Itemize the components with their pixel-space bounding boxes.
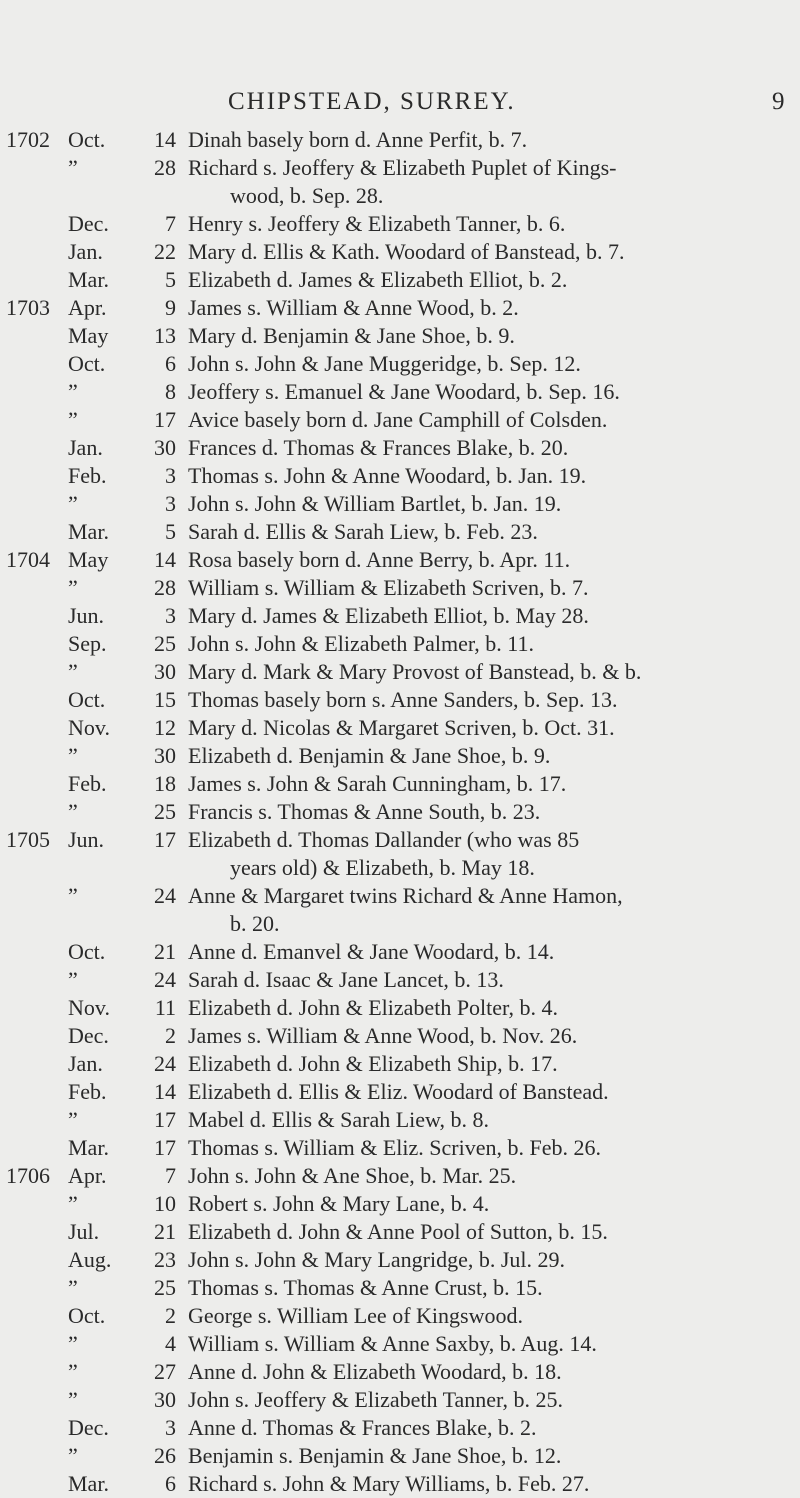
day-label: 14 (154, 127, 176, 152)
entry-text: Sarah d. Isaac & Jane Lancet, b. 13. (188, 967, 504, 992)
day-label: 30 (154, 659, 176, 684)
month-label: Jan. (68, 1051, 103, 1076)
register-entry (0, 1050, 800, 1078)
entry-text: John s. John & Jane Muggeridge, b. Sep. 12. (188, 351, 581, 376)
month-label: Dec. (68, 1023, 109, 1048)
entry-text: James s. John & Sarah Cunningham, b. 17. (188, 771, 567, 796)
page-header (0, 88, 800, 124)
month-label: ” (68, 1443, 78, 1468)
register-entry (0, 294, 800, 322)
entry-text: years old) & Elizabeth, b. May 18. (230, 855, 535, 880)
entry-text: Elizabeth d. Thomas Dallander (who was 85 (188, 827, 580, 852)
entry-text: Mary d. Nicolas & Margaret Scriven, b. Oct. 31. (188, 715, 615, 740)
entry-text: Anne d. John & Elizabeth Woodard, b. 18. (188, 1359, 562, 1384)
day-label: 6 (165, 351, 176, 376)
day-label: 22 (154, 239, 176, 264)
month-label: Mar. (68, 1135, 109, 1160)
register-entry (0, 1358, 800, 1386)
register-entry (0, 126, 800, 154)
entry-text: Thomas s. Thomas & Anne Crust, b. 15. (188, 1275, 543, 1300)
month-label: Jan. (68, 239, 103, 264)
register-entry (0, 1386, 800, 1414)
register-entry (0, 350, 800, 378)
entry-text: Henry s. Jeoffery & Elizabeth Tanner, b. 6. (188, 211, 566, 236)
month-label: ” (68, 1275, 78, 1300)
register-entry (0, 490, 800, 518)
year-label: 1703 (6, 295, 50, 320)
entry-text: James s. William & Anne Wood, b. Nov. 26. (188, 1023, 578, 1048)
day-label: 21 (154, 939, 176, 964)
day-label: 10 (154, 1191, 176, 1216)
entry-text: Elizabeth d. John & Elizabeth Polter, b. 4. (188, 995, 558, 1020)
register-entry (0, 210, 800, 238)
entry-text: Anne d. Thomas & Frances Blake, b. 2. (188, 1415, 537, 1440)
entry-text: Richard s. Jeoffery & Elizabeth Puplet of Kings- (188, 155, 617, 180)
day-label: 12 (154, 715, 176, 740)
entry-text: Mabel d. Ellis & Sarah Liew, b. 8. (188, 1107, 490, 1132)
register-entry (0, 322, 800, 350)
month-label: ” (68, 1107, 78, 1132)
day-label: 30 (154, 743, 176, 768)
register-entry-continuation (0, 182, 800, 210)
day-label: 3 (165, 463, 176, 488)
entry-text: b. 20. (230, 911, 280, 936)
register-entry (0, 1106, 800, 1134)
day-label: 30 (154, 1387, 176, 1412)
entry-text: Dinah basely born d. Anne Perfit, b. 7. (188, 127, 528, 152)
month-label: May (68, 547, 109, 572)
entry-text: John s. John & William Bartlet, b. Jan. 19. (188, 491, 562, 516)
month-label: Apr. (68, 295, 107, 320)
entry-text: Thomas basely born s. Anne Sanders, b. Sep. 13. (188, 687, 618, 712)
register-entry (0, 378, 800, 406)
register-entry (0, 1442, 800, 1470)
month-label: ” (68, 1387, 78, 1412)
entry-text: Thomas s. William & Eliz. Scriven, b. Feb. 26. (188, 1135, 601, 1160)
register-entry (0, 1162, 800, 1190)
day-label: 7 (165, 211, 176, 236)
month-label: ” (68, 155, 78, 180)
day-label: 26 (154, 1443, 176, 1468)
month-label: ” (68, 1331, 78, 1356)
entry-text: James s. William & Anne Wood, b. 2. (188, 295, 519, 320)
day-label: 17 (154, 407, 176, 432)
month-label: ” (68, 799, 78, 824)
entry-text: Thomas s. John & Anne Woodard, b. Jan. 19. (188, 463, 587, 488)
month-label: ” (68, 659, 78, 684)
day-label: 25 (154, 799, 176, 824)
register-entry (0, 798, 800, 826)
month-label: Oct. (68, 127, 106, 152)
month-label: Dec. (68, 211, 109, 236)
entry-text: George s. William Lee of Kingswood. (188, 1303, 523, 1328)
year-label: 1702 (6, 127, 50, 152)
register-entry (0, 462, 800, 490)
page-title: CHIPSTEAD, SURREY. (228, 88, 516, 115)
entry-text: John s. John & Mary Langridge, b. Jul. 29. (188, 1247, 566, 1272)
month-label: Feb. (68, 1079, 107, 1104)
day-label: 23 (154, 1247, 176, 1272)
month-label: Oct. (68, 687, 106, 712)
month-label: Feb. (68, 463, 107, 488)
register-entry (0, 1134, 800, 1162)
register-entry (0, 1302, 800, 1330)
month-label: Oct. (68, 939, 106, 964)
month-label: Apr. (68, 1163, 107, 1188)
day-label: 27 (154, 1359, 176, 1384)
entry-text: Elizabeth d. James & Elizabeth Elliot, b. 2. (188, 267, 568, 292)
day-label: 17 (154, 1135, 176, 1160)
month-label: Jun. (68, 603, 105, 628)
day-label: 30 (154, 435, 176, 460)
entry-text: Avice basely born d. Jane Camphill of Colsden. (188, 407, 608, 432)
day-label: 25 (154, 631, 176, 656)
register-entry (0, 686, 800, 714)
day-label: 14 (154, 1079, 176, 1104)
day-label: 13 (154, 323, 176, 348)
register-entry (0, 434, 800, 462)
register-entry (0, 770, 800, 798)
day-label: 24 (154, 967, 176, 992)
entry-text: Elizabeth d. John & Elizabeth Ship, b. 17. (188, 1051, 558, 1076)
day-label: 25 (154, 1275, 176, 1300)
register-entry (0, 630, 800, 658)
register-entry (0, 574, 800, 602)
month-label: Jun. (68, 827, 105, 852)
day-label: 17 (154, 827, 176, 852)
register-entry (0, 546, 800, 574)
month-label: ” (68, 743, 78, 768)
register-entry (0, 1470, 800, 1498)
day-label: 17 (154, 1107, 176, 1132)
register-entry (0, 238, 800, 266)
entry-text: Benjamin s. Benjamin & Jane Shoe, b. 12. (188, 1443, 562, 1468)
register-entry-continuation (0, 910, 800, 938)
page-number: 9 (772, 88, 785, 115)
day-label: 2 (165, 1023, 176, 1048)
day-label: 11 (154, 995, 176, 1020)
register-entry (0, 1274, 800, 1302)
day-label: 21 (154, 1219, 176, 1244)
day-label: 3 (165, 491, 176, 516)
register-entry (0, 1330, 800, 1358)
month-label: ” (68, 1191, 78, 1216)
day-label: 3 (165, 1415, 176, 1440)
day-label: 28 (154, 155, 176, 180)
month-label: ” (68, 379, 78, 404)
day-label: 7 (165, 1163, 176, 1188)
register-entry (0, 658, 800, 686)
month-label: ” (68, 967, 78, 992)
entry-text: Anne & Margaret twins Richard & Anne Hamon, (188, 883, 623, 908)
entry-text: Richard s. John & Mary Williams, b. Feb. 27. (188, 1471, 590, 1496)
register-entry (0, 1022, 800, 1050)
month-label: Aug. (68, 1247, 112, 1272)
day-label: 2 (165, 1303, 176, 1328)
register-entry (0, 1190, 800, 1218)
month-label: ” (68, 883, 78, 908)
register-entry (0, 1414, 800, 1442)
year-label: 1704 (6, 547, 50, 572)
month-label: Mar. (68, 1471, 109, 1496)
register-entry (0, 1078, 800, 1106)
entry-text: John s. John & Ane Shoe, b. Mar. 25. (188, 1163, 517, 1188)
register-entry (0, 266, 800, 294)
month-label: Jan. (68, 435, 103, 460)
register-entry (0, 994, 800, 1022)
register-entry (0, 714, 800, 742)
entry-text: Frances d. Thomas & Frances Blake, b. 20. (188, 435, 569, 460)
day-label: 15 (154, 687, 176, 712)
day-label: 9 (165, 295, 176, 320)
register-entry (0, 154, 800, 182)
month-label: May (68, 323, 109, 348)
month-label: Mar. (68, 519, 109, 544)
entry-text: Rosa basely born d. Anne Berry, b. Apr. 11. (188, 547, 571, 572)
entry-text: Mary d. Ellis & Kath. Woodard of Banstead, b. 7. (188, 239, 625, 264)
month-label: Mar. (68, 267, 109, 292)
entry-text: Elizabeth d. John & Anne Pool of Sutton, b. 15. (188, 1219, 608, 1244)
entry-text: Robert s. John & Mary Lane, b. 4. (188, 1191, 490, 1216)
month-label: Jul. (68, 1219, 100, 1244)
day-label: 6 (165, 1471, 176, 1496)
register-entry (0, 966, 800, 994)
entry-text: William s. William & Elizabeth Scriven, b. 7. (188, 575, 589, 600)
entry-text: Elizabeth d. Ellis & Eliz. Woodard of Banstead. (188, 1079, 609, 1104)
register-entry (0, 406, 800, 434)
month-label: ” (68, 575, 78, 600)
day-label: 5 (165, 267, 176, 292)
register-entry-continuation (0, 854, 800, 882)
entry-text: John s. Jeoffery & Elizabeth Tanner, b. 25. (188, 1387, 563, 1412)
register-entry (0, 938, 800, 966)
register-entry (0, 826, 800, 854)
day-label: 28 (154, 575, 176, 600)
register-entry (0, 742, 800, 770)
entry-text: wood, b. Sep. 28. (230, 183, 384, 208)
entry-text: William s. William & Anne Saxby, b. Aug. 14. (188, 1331, 597, 1356)
month-label: Sep. (68, 631, 107, 656)
day-label: 3 (165, 603, 176, 628)
entry-text: John s. John & Elizabeth Palmer, b. 11. (188, 631, 534, 656)
entry-text: Mary d. Benjamin & Jane Shoe, b. 9. (188, 323, 515, 348)
month-label: Nov. (68, 995, 110, 1020)
register-entry (0, 1218, 800, 1246)
day-label: 18 (154, 771, 176, 796)
day-label: 24 (154, 883, 176, 908)
entry-text: Mary d. James & Elizabeth Elliot, b. May 28. (188, 603, 589, 628)
register-entry (0, 518, 800, 546)
register-entry (0, 882, 800, 910)
entry-text: Elizabeth d. Benjamin & Jane Shoe, b. 9. (188, 743, 551, 768)
entry-text: Mary d. Mark & Mary Provost of Banstead, b. & b. (188, 659, 642, 684)
day-label: 14 (154, 547, 176, 572)
month-label: Nov. (68, 715, 110, 740)
baptism-register (0, 126, 800, 1498)
day-label: 4 (165, 1331, 176, 1356)
day-label: 5 (165, 519, 176, 544)
entry-text: Jeoffery s. Emanuel & Jane Woodard, b. Sep. 16. (188, 379, 620, 404)
year-label: 1706 (6, 1163, 50, 1188)
month-label: ” (68, 491, 78, 516)
entry-text: Sarah d. Ellis & Sarah Liew, b. Feb. 23. (188, 519, 538, 544)
day-label: 24 (154, 1051, 176, 1076)
month-label: Feb. (68, 771, 107, 796)
day-label: 8 (165, 379, 176, 404)
entry-text: Anne d. Emanvel & Jane Woodard, b. 14. (188, 939, 555, 964)
month-label: ” (68, 407, 78, 432)
month-label: Oct. (68, 351, 106, 376)
year-label: 1705 (6, 827, 50, 852)
month-label: Oct. (68, 1303, 106, 1328)
month-label: Dec. (68, 1415, 109, 1440)
entry-text: Francis s. Thomas & Anne South, b. 23. (188, 799, 541, 824)
month-label: ” (68, 1359, 78, 1384)
register-entry (0, 1246, 800, 1274)
register-entry (0, 602, 800, 630)
